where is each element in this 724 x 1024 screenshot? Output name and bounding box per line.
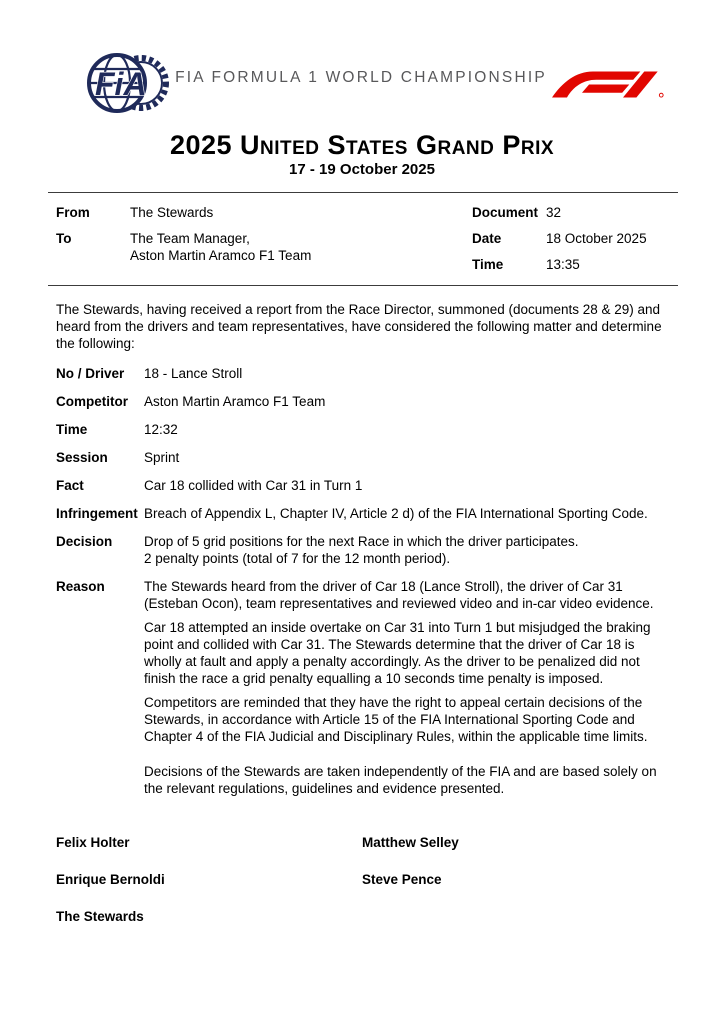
intro-paragraph: The Stewards, having received a report from the Race Director, summoned (documents 28 & 29) and heard from the drivers and team representatives, have considered the following matter and determine the following: (56, 302, 662, 351)
fia-logo-icon (86, 50, 170, 116)
to-label: To (56, 231, 72, 246)
document-body (48, 192, 678, 925)
competitor-label: Competitor (56, 394, 128, 409)
championship-title: FIA FORMULA 1 WORLD CHAMPIONSHIP (175, 69, 547, 86)
reason-value (144, 578, 670, 804)
document-header (0, 0, 724, 116)
field-row-infringement (56, 505, 670, 522)
time-field-label: Time (56, 422, 88, 437)
date-label: Date (472, 231, 502, 246)
reason-paragraph-4: Decisions of the Stewards are taken independently of the FIA and are based solely on the relevant regulations, guidelines and evidence presented. (144, 764, 657, 796)
reason-label: Reason (56, 579, 105, 594)
decision-fields (48, 365, 678, 804)
field-row-session (56, 449, 670, 466)
date-value: 18 October 2025 (546, 231, 647, 246)
to-value-line1: The Team Manager, (130, 231, 250, 246)
meta-row-date (472, 230, 670, 247)
signature-row-2 (56, 871, 670, 888)
fia-logo-text: FiA (95, 66, 147, 102)
field-row-competitor (56, 393, 670, 410)
decision-line2: 2 penalty points (total of 7 for the 12 month period). (144, 551, 451, 566)
document-label: Document (472, 205, 539, 220)
meta-right-column (472, 204, 670, 273)
f1-logo-icon (552, 69, 664, 100)
meta-row-to (56, 230, 472, 264)
field-row-fact (56, 477, 670, 494)
infringement-label: Infringement (56, 506, 138, 521)
driver-value: 18 - Lance Stroll (144, 366, 243, 381)
meta-row-from (56, 204, 472, 221)
time-field-value: 12:32 (144, 422, 178, 437)
fact-label: Fact (56, 478, 84, 493)
meta-table (48, 192, 678, 286)
decision-value (144, 533, 670, 567)
time-value: 13:35 (546, 257, 580, 272)
field-row-time (56, 421, 670, 438)
time-label: Time (472, 257, 504, 272)
session-value: Sprint (144, 450, 180, 465)
document-value: 32 (546, 205, 562, 220)
infringement-value: Breach of Appendix L, Chapter IV, Article 2 d) of the FIA International Sporting Code. (144, 506, 648, 521)
steward-name-matthew-selley: Matthew Selley (362, 835, 459, 850)
decision-label: Decision (56, 534, 113, 549)
field-row-driver (56, 365, 670, 382)
field-row-decision (56, 533, 670, 567)
signature-row-1 (56, 834, 670, 851)
fact-value: Car 18 collided with Car 31 in Turn 1 (144, 478, 363, 493)
from-label: From (56, 205, 90, 220)
steward-name-felix-holter: Felix Holter (56, 835, 130, 850)
event-dates: 17 - 19 October 2025 (289, 161, 435, 178)
event-title: 2025 United States Grand Prix (169, 130, 555, 160)
from-value: The Stewards (130, 205, 214, 220)
driver-label: No / Driver (56, 366, 125, 381)
competitor-value: Aston Martin Aramco F1 Team (144, 394, 326, 409)
steward-name-enrique-bernoldi: Enrique Bernoldi (56, 872, 165, 887)
session-label: Session (56, 450, 108, 465)
to-value-line2: Aston Martin Aramco F1 Team (130, 248, 312, 263)
meta-left-column (56, 204, 472, 273)
registered-mark-icon (659, 93, 663, 97)
reason-paragraph-2: Car 18 attempted an inside overtake on Car 31 into Turn 1 but misjudged the braking point and collided with Car 31. The Stewards determine that the driver of Car 18 is wholly at fault and apply a penalty accordingly. As the driver to be penalized did not finish the race a grid penalty equalling a 10 seconds time penalty is imposed. (144, 620, 651, 686)
reason-paragraph-3: Competitors are reminded that they have the right to appeal certain decisions of the Stewards, in accordance with Article 15 of the FIA International Sporting Code and Chapter 4 of the FIA Judicial and Disciplinary Rules, within the applicable time limits. (144, 695, 648, 744)
decision-line1: Drop of 5 grid positions for the next Race in which the driver participates. (144, 534, 579, 549)
title-block (0, 130, 724, 179)
meta-row-time (472, 256, 670, 273)
steward-name-steve-pence: Steve Pence (362, 872, 442, 887)
reason-paragraph-1: The Stewards heard from the driver of Car 18 (Lance Stroll), the driver of Car 31 (Esteban Ocon), team representatives and reviewed video and in-car video evidence. (144, 579, 654, 611)
field-row-reason (56, 578, 670, 804)
signatures-footer: The Stewards (56, 909, 144, 924)
meta-row-document (472, 204, 670, 221)
to-value (130, 230, 472, 264)
signatures-block (48, 834, 678, 925)
